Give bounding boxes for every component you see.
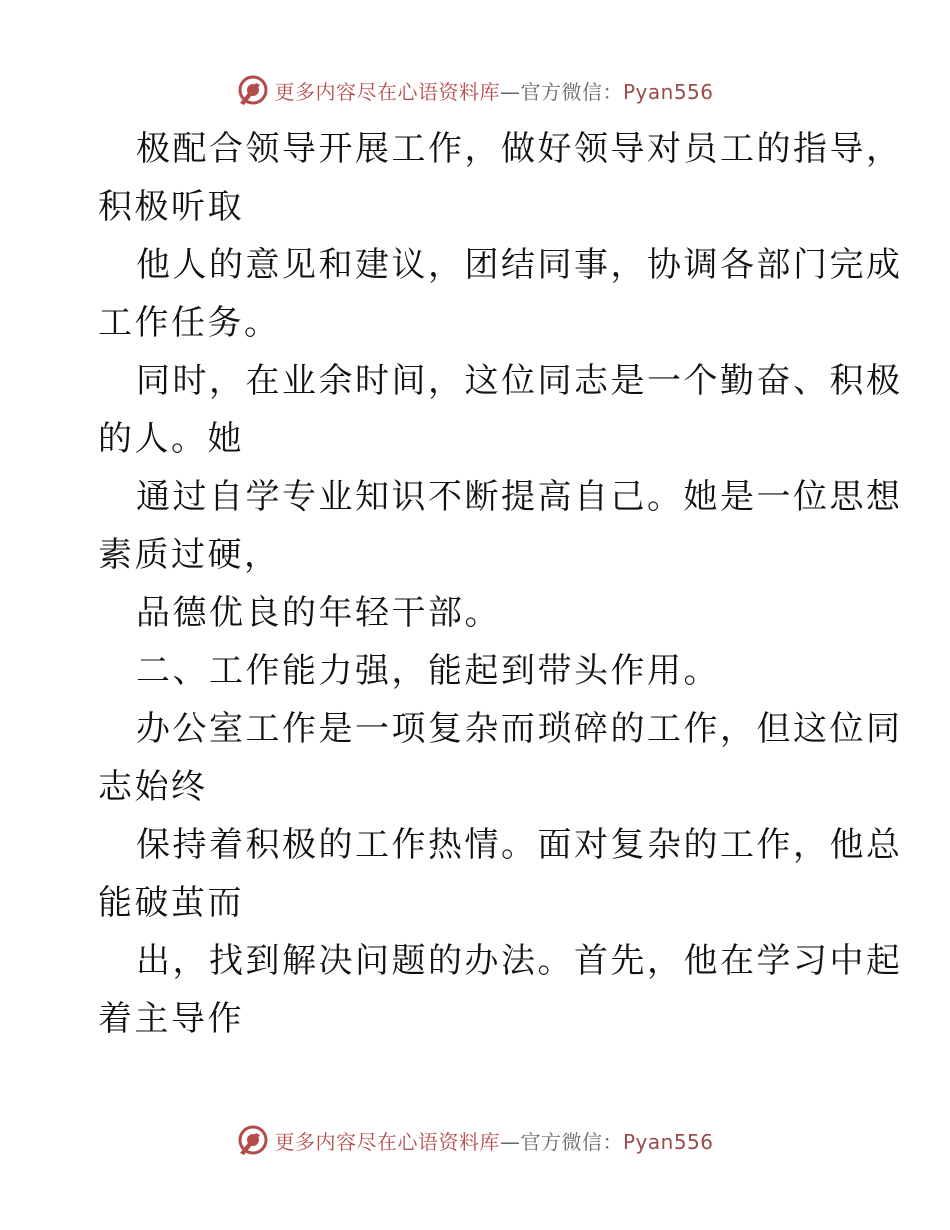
text-line-13: 保持着积极的工作热情。面对复杂的工作，他总 [136,825,903,865]
pen-logo-icon [236,1123,270,1157]
text-line-3: 他人的意见和建议，团结同事，协调各部门完成 [136,245,903,285]
header-account: Pyan556 [622,79,714,104]
footer-official-label: 官方微信： [520,1129,623,1154]
text-line-15: 出，找到解决问题的办法。首先，他在学习中起 [136,941,903,981]
text-line-5: 同时，在业余时间，这位同志是一个勤奋、积极 [136,361,903,401]
footer-dash: — [499,1129,521,1154]
text-line-11: 办公室工作是一项复杂而琐碎的工作，但这位同 [136,709,903,749]
header-banner-text: 更多内容尽在心语资料库 [274,79,500,104]
text-line-8: 素质过硬， [98,535,281,575]
header-banner [0,70,950,110]
text-line-6: 的人。她 [98,419,244,459]
header-dash: — [499,79,521,104]
text-line-9: 品德优良的年轻干部。 [136,593,501,633]
header-official-label: 官方微信： [520,79,623,104]
text-line-2: 积极听取 [98,187,244,227]
text-line-12: 志始终 [98,767,208,807]
text-line-4: 工作任务。 [98,303,281,343]
section-heading: 二、工作能力强，能起到带头作用。 [136,651,720,691]
text-line-16: 着主导作 [98,999,244,1039]
document-body [98,120,903,1048]
text-line-14: 能破茧而 [98,883,244,923]
footer-account: Pyan556 [622,1129,714,1154]
text-line-7: 通过自学专业知识不断提高自己。她是一位思想 [136,477,903,517]
pen-logo-icon [236,73,270,107]
footer-banner-text: 更多内容尽在心语资料库 [274,1129,500,1154]
footer-banner [0,1120,950,1160]
text-line-1: 极配合领导开展工作，做好领导对员工的指导， [136,129,903,169]
